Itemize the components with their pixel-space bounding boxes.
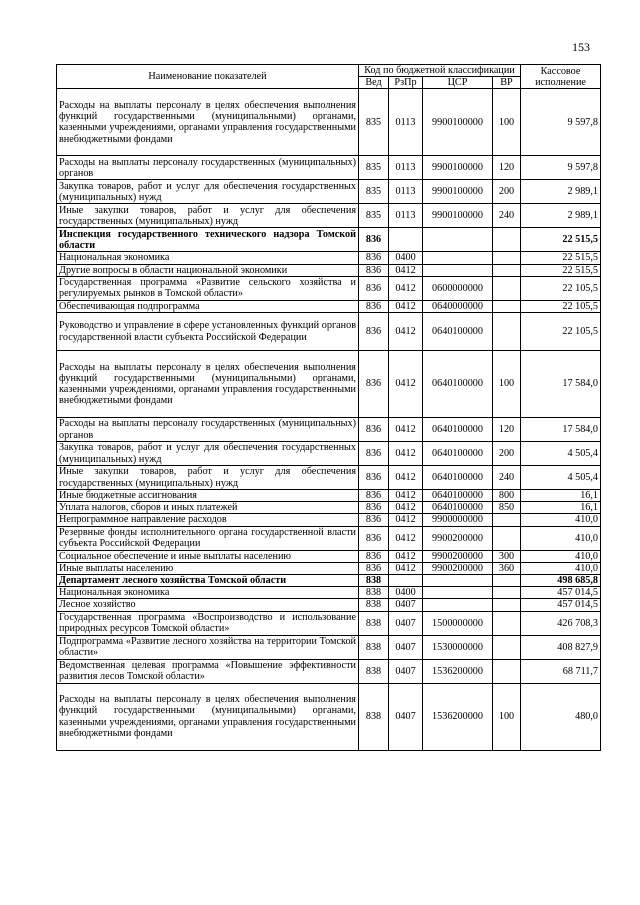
row-amount: 9 597,8 <box>521 156 601 180</box>
row-csr: 0640100000 <box>423 502 493 514</box>
row-csr <box>423 264 493 276</box>
row-vr <box>493 252 521 264</box>
row-amount: 22 105,5 <box>521 300 601 312</box>
row-name: Расходы на выплаты персоналу в целях обеспечения выполнения функций государственными (муниципальными) органами, казенными учреждениями, органами управления государственными внебюджетными фондами <box>57 89 359 156</box>
table-row <box>57 587 601 599</box>
row-vr: 300 <box>493 550 521 562</box>
row-rzpr: 0412 <box>389 502 423 514</box>
row-rzpr: 0407 <box>389 683 423 750</box>
row-csr <box>423 575 493 587</box>
header-name: Наименование показателей <box>57 65 359 89</box>
table-row <box>57 635 601 659</box>
row-name: Резервные фонды исполнительного органа государственной власти субъекта Российской Федерации <box>57 526 359 550</box>
row-csr: 1536200000 <box>423 659 493 683</box>
row-rzpr <box>389 575 423 587</box>
row-csr: 1536200000 <box>423 683 493 750</box>
row-vr <box>493 575 521 587</box>
row-vr: 100 <box>493 351 521 418</box>
row-ved: 836 <box>359 514 389 526</box>
table-row <box>57 466 601 490</box>
row-amount: 2 989,1 <box>521 180 601 204</box>
row-name: Лесное хозяйство <box>57 599 359 611</box>
table-row <box>57 89 601 156</box>
row-ved: 836 <box>359 264 389 276</box>
row-name: Иные закупки товаров, работ и услуг для обеспечения государственных (муниципальных) нужд <box>57 204 359 228</box>
row-amount: 17 584,0 <box>521 351 601 418</box>
row-name: Расходы на выплаты персоналу в целях обеспечения выполнения функций государственными (муниципальными) органами, казенными учреждениями, органами управления государственными внебюджетными фондами <box>57 683 359 750</box>
table-row <box>57 228 601 252</box>
row-vr: 120 <box>493 156 521 180</box>
row-ved: 836 <box>359 490 389 502</box>
row-vr <box>493 611 521 635</box>
table-row <box>57 490 601 502</box>
row-ved: 835 <box>359 180 389 204</box>
row-amount: 457 014,5 <box>521 587 601 599</box>
row-csr: 0600000000 <box>423 276 493 300</box>
row-name: Иные закупки товаров, работ и услуг для обеспечения государственных (муниципальных) нужд <box>57 466 359 490</box>
row-amount: 498 685,8 <box>521 575 601 587</box>
table-row <box>57 562 601 574</box>
row-name: Подпрограмма «Развитие лесного хозяйства на территории Томской области» <box>57 635 359 659</box>
row-csr: 9900100000 <box>423 204 493 228</box>
row-vr <box>493 514 521 526</box>
row-ved: 836 <box>359 228 389 252</box>
row-name: Расходы на выплаты персоналу в целях обеспечения выполнения функций государственными (муниципальными) органами, казенными учреждениями, органами управления государственными внебюджетными фондами <box>57 351 359 418</box>
row-vr: 100 <box>493 683 521 750</box>
row-rzpr: 0412 <box>389 514 423 526</box>
row-amount: 410,0 <box>521 526 601 550</box>
table-body <box>57 89 601 750</box>
row-csr: 9900200000 <box>423 526 493 550</box>
row-rzpr <box>389 228 423 252</box>
row-vr <box>493 264 521 276</box>
row-name: Государственная программа «Развитие сельского хозяйства и регулируемых рынков в Томской области» <box>57 276 359 300</box>
row-amount: 2 989,1 <box>521 204 601 228</box>
row-ved: 836 <box>359 502 389 514</box>
row-name: Обеспечивающая подпрограмма <box>57 300 359 312</box>
row-amount: 16,1 <box>521 502 601 514</box>
row-ved: 838 <box>359 575 389 587</box>
row-name: Непрограммное направление расходов <box>57 514 359 526</box>
row-name: Национальная экономика <box>57 252 359 264</box>
row-csr: 1530000000 <box>423 635 493 659</box>
row-rzpr: 0400 <box>389 252 423 264</box>
row-rzpr: 0113 <box>389 180 423 204</box>
row-vr: 800 <box>493 490 521 502</box>
row-rzpr: 0412 <box>389 276 423 300</box>
row-csr: 9900100000 <box>423 156 493 180</box>
row-amount: 4 505,4 <box>521 466 601 490</box>
row-ved: 836 <box>359 562 389 574</box>
row-amount: 408 827,9 <box>521 635 601 659</box>
row-ved: 836 <box>359 526 389 550</box>
row-vr: 240 <box>493 466 521 490</box>
row-rzpr: 0113 <box>389 204 423 228</box>
row-ved: 836 <box>359 276 389 300</box>
header-csr: ЦСР <box>423 77 493 89</box>
row-amount: 480,0 <box>521 683 601 750</box>
row-ved: 836 <box>359 313 389 351</box>
row-name: Руководство и управление в сфере установленных функций органов государственной власти субъекта Российской Федерации <box>57 313 359 351</box>
row-ved: 838 <box>359 587 389 599</box>
table-row <box>57 204 601 228</box>
table-row <box>57 180 601 204</box>
row-ved: 836 <box>359 351 389 418</box>
row-csr: 9900000000 <box>423 514 493 526</box>
table-row <box>57 300 601 312</box>
row-name: Иные выплаты населению <box>57 562 359 574</box>
row-ved: 835 <box>359 89 389 156</box>
header-row-1 <box>57 65 601 77</box>
table-row <box>57 502 601 514</box>
row-csr: 9900100000 <box>423 89 493 156</box>
row-amount: 16,1 <box>521 490 601 502</box>
row-csr: 0640100000 <box>423 466 493 490</box>
row-rzpr: 0412 <box>389 562 423 574</box>
row-csr: 0640100000 <box>423 351 493 418</box>
row-ved: 838 <box>359 659 389 683</box>
row-rzpr: 0407 <box>389 659 423 683</box>
row-csr: 0640100000 <box>423 490 493 502</box>
table-row <box>57 683 601 750</box>
row-name: Социальное обеспечение и иные выплаты населению <box>57 550 359 562</box>
row-vr: 200 <box>493 180 521 204</box>
row-ved: 836 <box>359 300 389 312</box>
row-ved: 836 <box>359 442 389 466</box>
row-rzpr: 0407 <box>389 635 423 659</box>
row-csr <box>423 252 493 264</box>
row-csr <box>423 587 493 599</box>
row-amount: 22 515,5 <box>521 252 601 264</box>
row-vr <box>493 276 521 300</box>
row-csr: 0640100000 <box>423 418 493 442</box>
row-amount: 22 515,5 <box>521 264 601 276</box>
row-name: Государственная программа «Воспроизводство и использование природных ресурсов Томской области» <box>57 611 359 635</box>
row-vr: 360 <box>493 562 521 574</box>
table-row <box>57 550 601 562</box>
row-name: Расходы на выплаты персоналу государственных (муниципальных) органов <box>57 418 359 442</box>
row-rzpr: 0412 <box>389 490 423 502</box>
row-ved: 836 <box>359 418 389 442</box>
row-vr <box>493 635 521 659</box>
header-rzpr: РзПр <box>389 77 423 89</box>
table-row <box>57 156 601 180</box>
row-amount: 22 105,5 <box>521 276 601 300</box>
row-csr: 0640000000 <box>423 300 493 312</box>
row-rzpr: 0113 <box>389 89 423 156</box>
row-vr <box>493 228 521 252</box>
table-row <box>57 418 601 442</box>
header-vr: ВР <box>493 77 521 89</box>
row-name: Расходы на выплаты персоналу государственных (муниципальных) органов <box>57 156 359 180</box>
row-name: Инспекция государственного технического надзора Томской области <box>57 228 359 252</box>
row-rzpr: 0407 <box>389 611 423 635</box>
row-vr <box>493 659 521 683</box>
table-row <box>57 526 601 550</box>
row-rzpr: 0412 <box>389 418 423 442</box>
row-csr: 0640100000 <box>423 442 493 466</box>
row-csr: 1500000000 <box>423 611 493 635</box>
row-amount: 9 597,8 <box>521 89 601 156</box>
row-name: Иные бюджетные ассигнования <box>57 490 359 502</box>
header-amount: Кассовое исполнение <box>521 65 601 89</box>
table-row <box>57 351 601 418</box>
row-vr: 200 <box>493 442 521 466</box>
page-number: 153 <box>572 40 590 54</box>
row-rzpr: 0412 <box>389 550 423 562</box>
row-amount: 17 584,0 <box>521 418 601 442</box>
row-amount: 410,0 <box>521 550 601 562</box>
table-row <box>57 313 601 351</box>
row-rzpr: 0412 <box>389 300 423 312</box>
row-rzpr: 0412 <box>389 466 423 490</box>
table-row <box>57 442 601 466</box>
row-rzpr: 0412 <box>389 442 423 466</box>
table-row <box>57 514 601 526</box>
table-row <box>57 659 601 683</box>
row-vr: 240 <box>493 204 521 228</box>
budget-table <box>56 64 601 751</box>
row-vr: 120 <box>493 418 521 442</box>
row-name: Национальная экономика <box>57 587 359 599</box>
row-csr: 9900200000 <box>423 562 493 574</box>
row-csr: 0640100000 <box>423 313 493 351</box>
table-row <box>57 611 601 635</box>
row-name: Ведомственная целевая программа «Повышение эффективности развития лесов Томской области» <box>57 659 359 683</box>
row-rzpr: 0400 <box>389 587 423 599</box>
row-name: Департамент лесного хозяйства Томской области <box>57 575 359 587</box>
row-rzpr: 0412 <box>389 526 423 550</box>
row-csr: 9900100000 <box>423 180 493 204</box>
row-vr <box>493 300 521 312</box>
row-ved: 835 <box>359 156 389 180</box>
row-amount: 410,0 <box>521 514 601 526</box>
row-name: Уплата налогов, сборов и иных платежей <box>57 502 359 514</box>
row-name: Закупка товаров, работ и услуг для обеспечения государственных (муниципальных) нужд <box>57 442 359 466</box>
row-vr <box>493 587 521 599</box>
row-ved: 835 <box>359 204 389 228</box>
row-csr: 9900200000 <box>423 550 493 562</box>
row-amount: 4 505,4 <box>521 442 601 466</box>
row-amount: 68 711,7 <box>521 659 601 683</box>
row-ved: 838 <box>359 611 389 635</box>
table-row <box>57 264 601 276</box>
row-csr <box>423 228 493 252</box>
table-row <box>57 599 601 611</box>
table-row <box>57 252 601 264</box>
row-vr <box>493 526 521 550</box>
row-vr <box>493 313 521 351</box>
row-amount: 22 105,5 <box>521 313 601 351</box>
row-name: Закупка товаров, работ и услуг для обеспечения государственных (муниципальных) нужд <box>57 180 359 204</box>
row-ved: 838 <box>359 599 389 611</box>
row-amount: 410,0 <box>521 562 601 574</box>
row-rzpr: 0113 <box>389 156 423 180</box>
row-ved: 838 <box>359 683 389 750</box>
row-vr <box>493 599 521 611</box>
row-csr <box>423 599 493 611</box>
table-row <box>57 276 601 300</box>
row-ved: 838 <box>359 635 389 659</box>
row-rzpr: 0412 <box>389 264 423 276</box>
header-classification-group: Код по бюджетной классификации <box>359 65 521 77</box>
header-ved: Вед <box>359 77 389 89</box>
row-ved: 836 <box>359 550 389 562</box>
row-vr: 100 <box>493 89 521 156</box>
row-ved: 836 <box>359 252 389 264</box>
row-rzpr: 0412 <box>389 351 423 418</box>
row-vr: 850 <box>493 502 521 514</box>
table-row <box>57 575 601 587</box>
row-rzpr: 0412 <box>389 313 423 351</box>
row-ved: 836 <box>359 466 389 490</box>
row-rzpr: 0407 <box>389 599 423 611</box>
row-amount: 22 515,5 <box>521 228 601 252</box>
row-name: Другие вопросы в области национальной экономики <box>57 264 359 276</box>
row-amount: 457 014,5 <box>521 599 601 611</box>
row-amount: 426 708,3 <box>521 611 601 635</box>
